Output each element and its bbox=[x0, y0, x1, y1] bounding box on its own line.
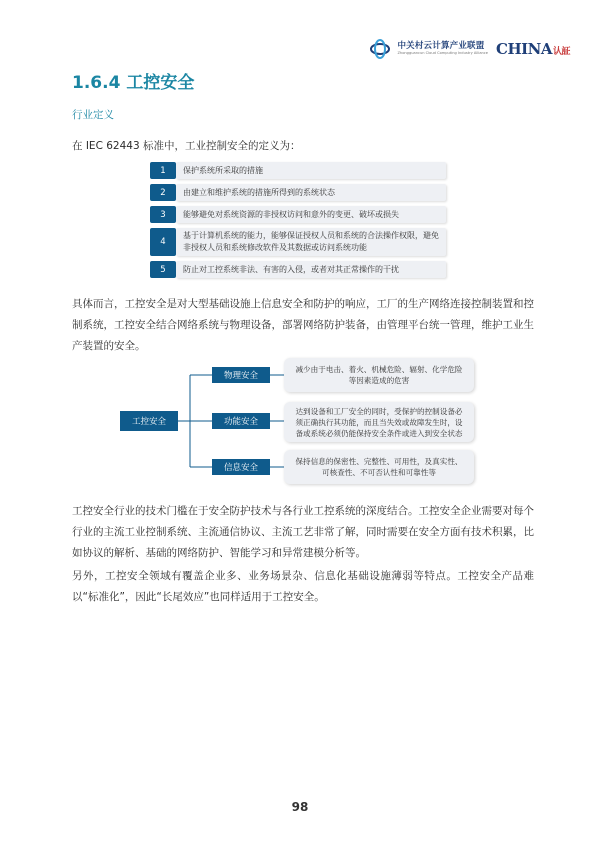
definition-number: 4 bbox=[150, 228, 176, 256]
definition-list bbox=[150, 162, 446, 283]
definition-text: 基于计算机系统的能力，能够保证授权人员和系统的合法操作权限，避免非授权人员和系统修改软件及其数据或访问系统功能 bbox=[176, 228, 446, 256]
branch-functional-safety: 功能安全 bbox=[212, 413, 270, 429]
branch-desc-functional: 达到设备和工厂安全的同时，受保护的控制设备必须正确执行其功能，而且当失效或故障发生时，设备或系统必须仍能保持安全条件或进入到安全状态 bbox=[284, 402, 474, 442]
body-paragraph-1: 具体而言，工控安全是对大型基础设施上信息安全和防护的响应，工厂的生产网络连接控制装置和控制系统，工控安全结合网络系统与物理设备，部署网络防护装备，由管理平台统一管理，维护工业生产装置的安全。 bbox=[72, 298, 534, 352]
branch-information-security: 信息安全 bbox=[212, 459, 270, 475]
definition-number: 2 bbox=[150, 184, 176, 201]
definition-number: 5 bbox=[150, 261, 176, 278]
body-paragraph-3: 另外，工控安全领域有覆盖企业多、业务场景杂、信息化基础设施薄弱等特点。工控安全产品难以“标准化”，因此“长尾效应”也同样适用于工控安全。 bbox=[72, 570, 534, 603]
china-logo: CHINA认証 bbox=[496, 40, 570, 58]
page-number: 98 bbox=[291, 800, 309, 814]
safety-tree-diagram bbox=[110, 354, 490, 494]
branch-desc-physical: 减少由于电击、着火、机械危险、辐射、化学危险等因素造成的危害 bbox=[284, 358, 474, 392]
alliance-logo-icon bbox=[369, 38, 391, 60]
branch-physical-safety: 物理安全 bbox=[212, 367, 270, 383]
definition-text: 保护系统所采取的措施 bbox=[176, 162, 446, 179]
section-title: 1.6.4 工控安全 bbox=[72, 73, 195, 93]
header-logos bbox=[369, 36, 570, 62]
definition-item bbox=[150, 162, 446, 179]
definition-item bbox=[150, 206, 446, 223]
definition-text: 防止对工控系统非法、有害的入侵，或者对其正常操作的干扰 bbox=[176, 261, 446, 278]
intro-paragraph: 在 IEC 62443 标准中，工业控制安全的定义为： bbox=[72, 140, 301, 152]
diagram-root: 工控安全 bbox=[120, 411, 178, 431]
definition-text: 由建立和维护系统的措施所得到的系统状态 bbox=[176, 184, 446, 201]
definition-text: 能够避免对系统资源的非授权访问和意外的变更、破坏或损失 bbox=[176, 206, 446, 223]
definition-item bbox=[150, 184, 446, 201]
definition-item bbox=[150, 228, 446, 256]
definition-number: 3 bbox=[150, 206, 176, 223]
definition-number: 1 bbox=[150, 162, 176, 179]
subhead-industry-definition: 行业定义 bbox=[72, 109, 114, 121]
branch-desc-information: 保持信息的保密性、完整性、可用性，及真实性、可核查性、不可否认性和可靠性等 bbox=[284, 450, 474, 484]
alliance-logo-text: 中关村云计算产业联盟 Zhongguancun Cloud Computing Industry Alliance bbox=[397, 40, 488, 56]
definition-item bbox=[150, 261, 446, 278]
body-paragraph-2: 工控安全行业的技术门槛在于安全防护技术与各行业工控系统的深度结合。工控安全企业需要对每个行业的主流工业控制系统、主流通信协议、主流工艺非常了解，同时需要在安全方面有技术积累，比如协议的解析、基础的网络防护、智能学习和异常建模分析等。 bbox=[72, 505, 534, 559]
